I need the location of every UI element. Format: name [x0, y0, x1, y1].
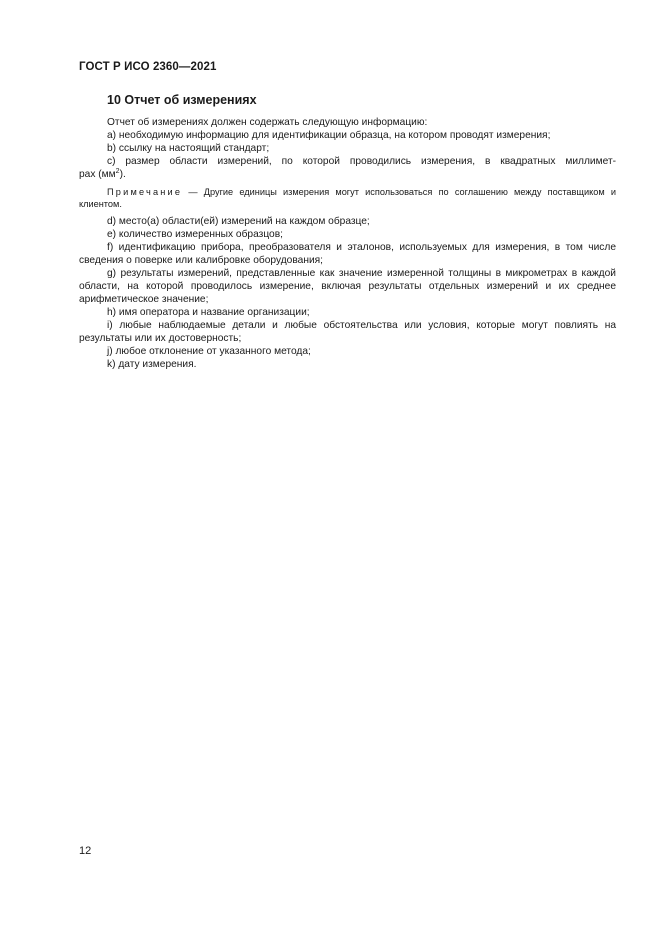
- list-item-a: а) необходимую информацию для идентификации образца, на котором проводят измерения;: [107, 130, 551, 141]
- list-item-b: b) ссылку на настоящий стандарт;: [107, 143, 270, 154]
- item-c-unit-prefix: рах (мм: [79, 169, 116, 180]
- section-body: [79, 116, 616, 371]
- list-item-j: j) любое отклонение от указанного метода;: [107, 346, 311, 357]
- list-item-i: i) любые наблюдаемые детали и любые обстоятельства или условия, которые могут повлиять на результаты или их достоверность;: [79, 320, 616, 344]
- standard-designation: ГОСТ Р ИСО 2360—2021: [79, 61, 217, 73]
- list-item-h: h) имя оператора и название организации;: [107, 307, 310, 318]
- note-paragraph: [79, 186, 616, 210]
- item-c-superscript: 2: [115, 168, 120, 175]
- list-item-d: d) место(а) области(ей) измерений на каждом образце;: [107, 216, 370, 227]
- list-item-c-line2: [79, 168, 616, 181]
- page-number: 12: [79, 845, 92, 857]
- intro-paragraph: Отчет об измерениях должен содержать следующую информацию:: [107, 117, 428, 128]
- note-text: — Другие единицы измерения могут использоваться по соглашению между поставщиком и клиентом.: [79, 187, 616, 209]
- list-item-c-line1: с) размер области измерений, по которой проводились измерения, в квадратных миллимет-: [107, 156, 616, 167]
- list-item-e: е) количество измеренных образцов;: [107, 229, 283, 240]
- item-c-unit-suffix: ).: [119, 169, 126, 180]
- list-item-f: f) идентификацию прибора, преобразователя и эталонов, используемых для измерения, в том числе сведения о поверке или калибровке оборудования;: [79, 242, 616, 266]
- note-label: Примечание: [107, 187, 183, 197]
- list-item-k: k) дату измерения.: [107, 359, 197, 370]
- list-item-g: g) результаты измерений, представленные как значение измеренной толщины в микрометрах в каждой области, на которой проводилось измерение, включая результаты отдельных измерений и их среднее арифметическое значение;: [79, 268, 616, 305]
- section-title: 10 Отчет об измерениях: [107, 93, 257, 107]
